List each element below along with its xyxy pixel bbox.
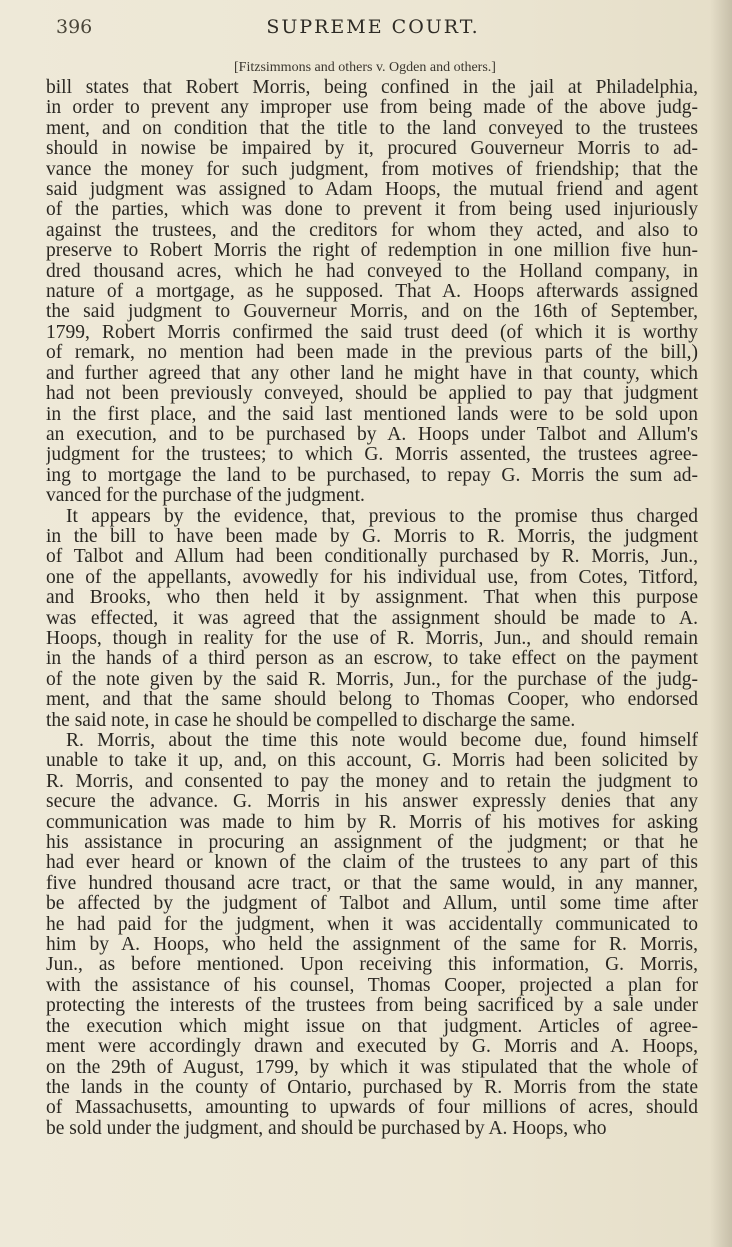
case-caption: [Fitzsimmons and others v. Ogden and others.]: [234, 60, 496, 75]
text-line: him by A. Hoops, who held the assignment of the same for R. Morris,: [46, 935, 698, 956]
text-line: It appears by the evidence, that, previous to the promise thus charged: [66, 506, 698, 527]
text-line: in the bill to have been made by G. Morris to R. Morris, the judgment: [46, 526, 698, 547]
text-line: said judgment was assigned to Adam Hoops, the mutual friend and agent: [46, 180, 698, 201]
text-line: R. Morris, about the time this note would become due, found himself: [66, 731, 698, 751]
page-number: 396: [56, 16, 93, 38]
text-line: of Massachusetts, amounting to upwards of four millions of acres, should: [46, 1098, 698, 1119]
running-head: SUPREME COURT.: [266, 16, 480, 38]
text-line: was effected, it was agreed that the assignment should be made to A.: [46, 608, 698, 629]
text-line: bill states that Robert Morris, being confined in the jail at Philadelphia,: [46, 78, 698, 98]
text-line: on the 29th of August, 1799, by which it was stipulated that the whole of: [46, 1057, 698, 1078]
text-line: had ever heard or known of the claim of the trustees to any part of this: [46, 853, 698, 874]
text-line: of remark, no mention had been made in the previous parts of the bill,): [46, 343, 698, 364]
text-line: and Brooks, who then held it by assignment. That when this purpose: [46, 588, 698, 609]
text-line: the said judgment to Gouverneur Morris, and on the 16th of September,: [46, 302, 698, 323]
text-line: dred thousand acres, which he had conveyed to the Holland company, in: [46, 261, 698, 282]
text-line: in the hands of a third person as an escrow, to take effect on the payment: [46, 649, 698, 670]
body-text: [46, 78, 698, 1139]
text-line: vanced for the purchase of the judgment.: [46, 486, 365, 507]
text-line: the said note, in case he should be compelled to discharge the same.: [46, 710, 576, 731]
text-line: judgment for the trustees; to which G. Morris assented, the trustees agree-: [46, 445, 698, 466]
text-line: in the first place, and the said last mentioned lands were to be sold upon: [46, 404, 698, 425]
text-line: one of the appellants, avowedly for his individual use, from Cotes, Titford,: [46, 567, 698, 588]
text-line: Hoops, though in reality for the use of R. Morris, Jun., and should remain: [46, 628, 698, 649]
text-line: be sold under the judgment, and should be purchased by A. Hoops, who: [46, 1118, 607, 1139]
text-line: the lands in the county of Ontario, purchased by R. Morris from the state: [46, 1077, 698, 1098]
text-line: his assistance in procuring an assignment of the judgment; or that he: [46, 833, 698, 854]
text-line: unable to take it up, and, on this account, G. Morris had been solicited by: [46, 751, 698, 772]
text-line: communication was made to him by R. Morris of his motives for asking: [46, 812, 698, 833]
text-line: should in nowise be impaired by it, procured Gouverneur Morris to ad-: [46, 139, 698, 160]
text-line: the execution which might issue on that judgment. Articles of agree-: [46, 1016, 698, 1037]
text-line: preserve to Robert Morris the right of redemption in one million five hun-: [46, 241, 698, 262]
text-line: be affected by the judgment of Talbot and Allum, until some time after: [46, 894, 698, 915]
text-line: he had paid for the judgment, when it was accidentally communicated to: [46, 914, 698, 935]
text-line: of the note given by the said R. Morris, Jun., for the purchase of the judg-: [46, 669, 698, 690]
paragraph: [46, 731, 698, 1139]
text-line: secure the advance. G. Morris in his answer expressly denies that any: [46, 792, 698, 813]
text-line: of the parties, which was done to prevent it from being used injuriously: [46, 200, 698, 221]
page-header: [48, 16, 698, 46]
text-line: vance the money for such judgment, from motives of friendship; that the: [46, 159, 698, 180]
text-line: Jun., as before mentioned. Upon receiving this information, G. Morris,: [46, 955, 698, 976]
text-line: with the assistance of his counsel, Thomas Cooper, projected a plan for: [46, 975, 698, 996]
text-line: against the trustees, and the creditors for whom they acted, and also to: [46, 220, 698, 241]
text-line: ment, and that the same should belong to Thomas Cooper, who endorsed: [46, 690, 698, 711]
text-line: ing to mortgage the land to be purchased, to repay G. Morris the sum ad-: [46, 465, 698, 486]
text-line: in order to prevent any improper use from being made of the above judg-: [46, 98, 698, 119]
text-line: R. Morris, and consented to pay the money and to retain the judgment to: [46, 771, 698, 792]
text-line: of Talbot and Allum had been conditionally purchased by R. Morris, Jun.,: [46, 547, 698, 568]
text-line: and further agreed that any other land he might have in that county, which: [46, 363, 698, 384]
text-line: ment, and on condition that the title to the land conveyed to the trustees: [46, 118, 698, 139]
text-line: an execution, and to be purchased by A. Hoops under Talbot and Allum's: [46, 424, 698, 445]
text-line: nature of a mortgage, as he supposed. That A. Hoops afterwards assigned: [46, 282, 698, 303]
text-line: had not been previously conveyed, should be applied to pay that judgment: [46, 384, 698, 405]
paragraph: [46, 78, 698, 507]
text-line: five hundred thousand acre tract, or that the same would, in any manner,: [46, 873, 698, 894]
text-line: ment were accordingly drawn and executed by G. Morris and A. Hoops,: [46, 1037, 698, 1058]
paragraph: [46, 507, 698, 731]
text-line: protecting the interests of the trustees from being sacrificed by a sale under: [46, 996, 698, 1017]
text-line: 1799, Robert Morris confirmed the said trust deed (of which it is worthy: [46, 322, 698, 343]
